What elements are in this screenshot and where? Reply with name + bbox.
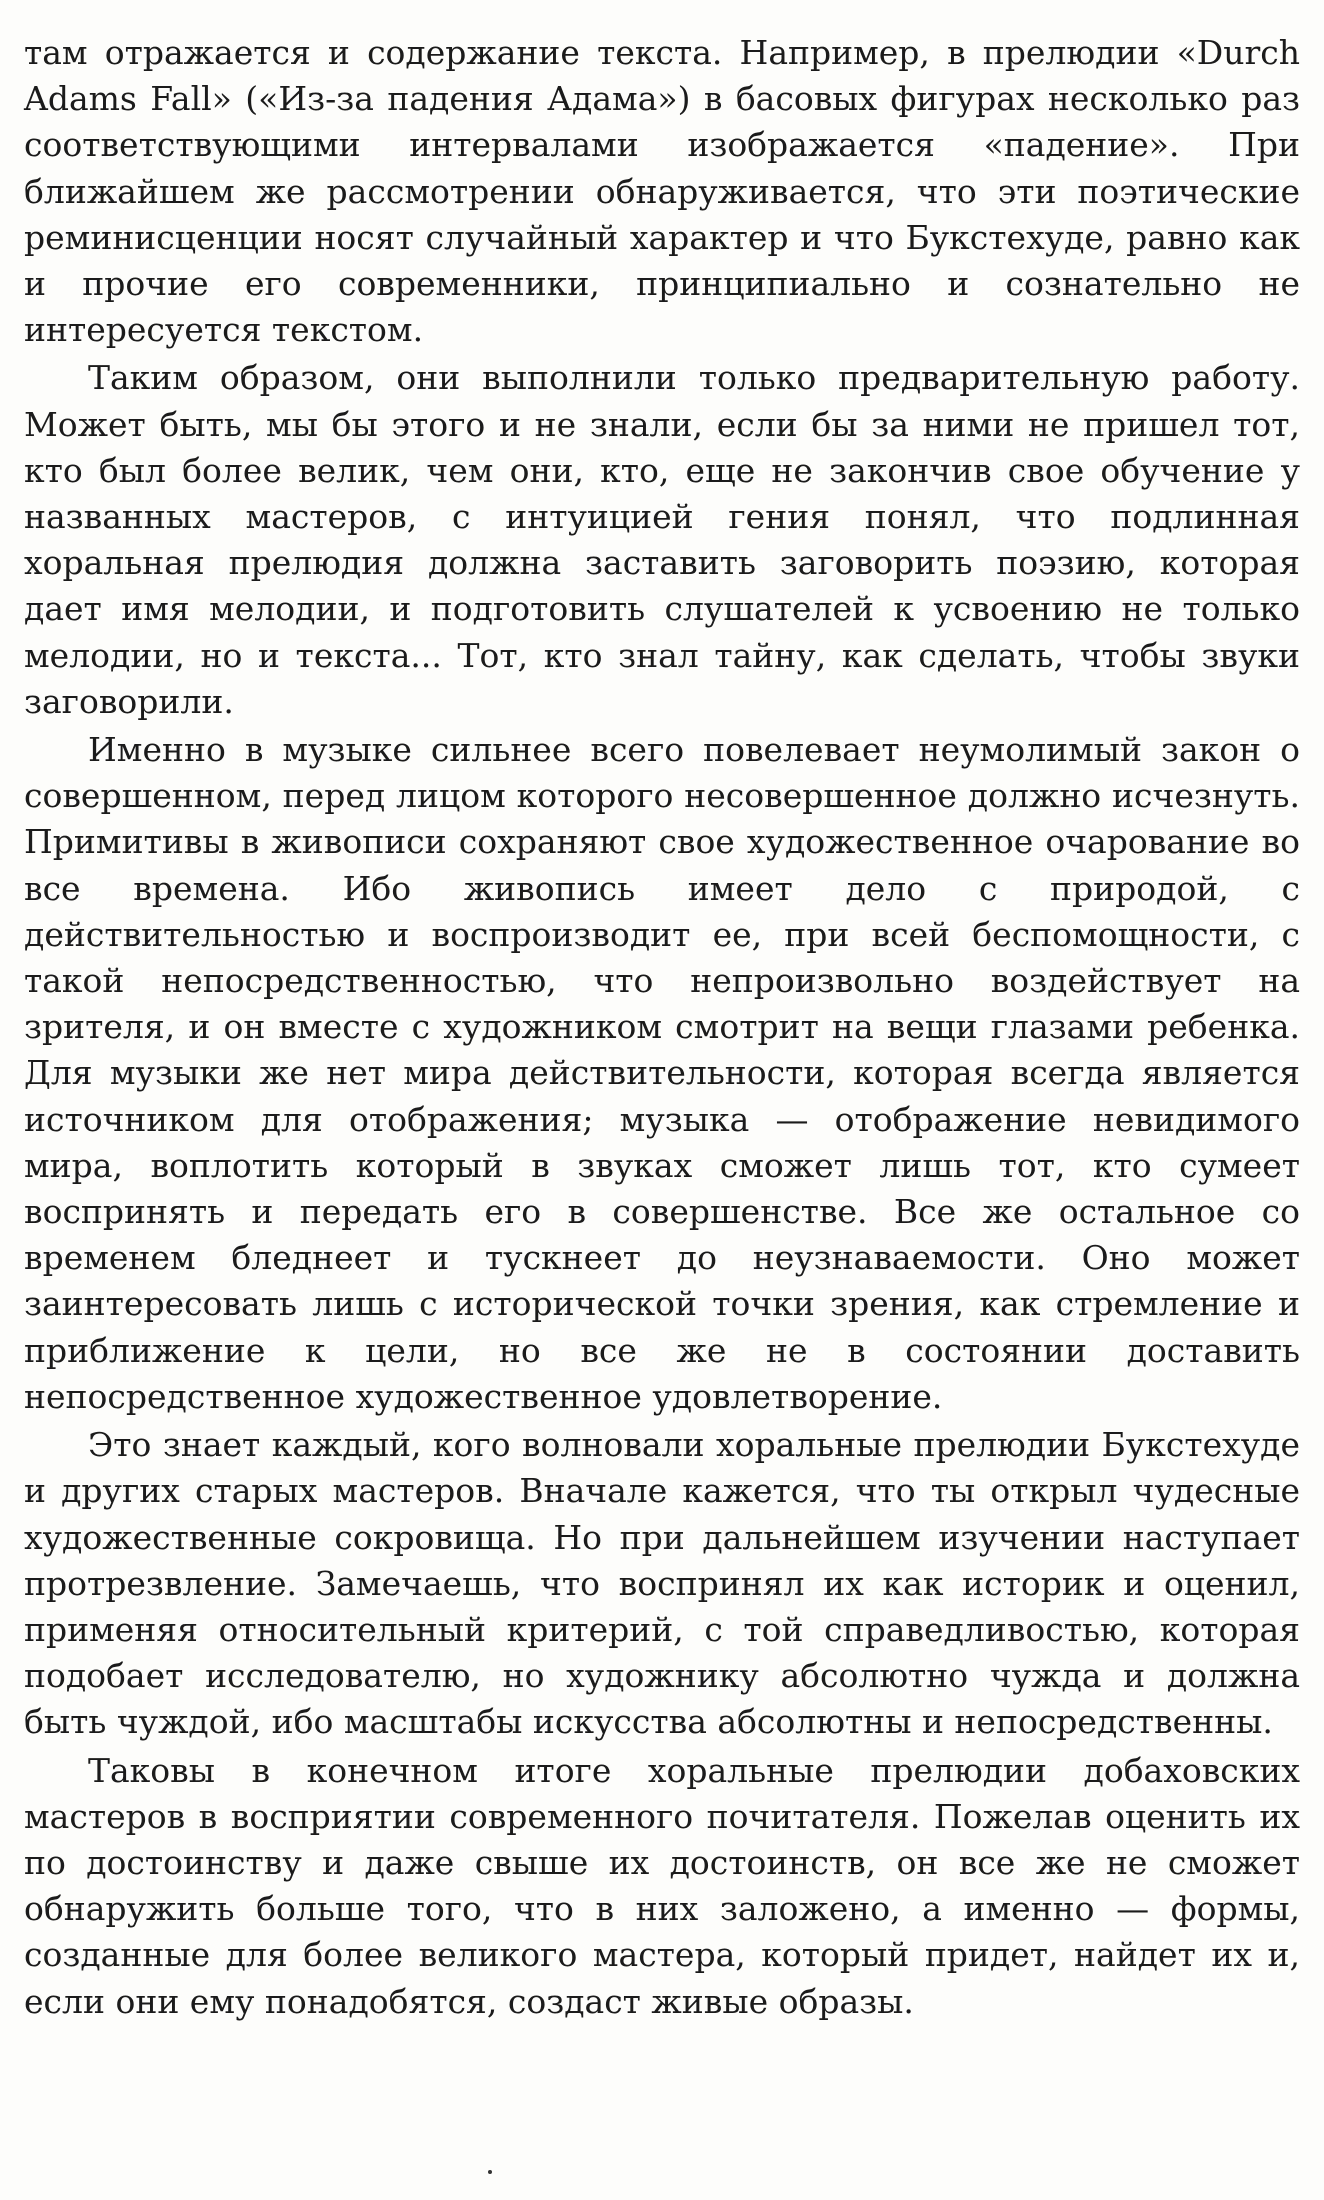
- paragraph-preliminary-work: Таким образом, они выполнили только предварительную работу. Может быть, мы бы этого и не знали, если бы за ними не пришел тот, кто был более велик, чем они, кто, еще не закончив свое обучение у названных мастеров, с интуицией гения понял, что подлинная хоральная прелюдия должна заставить заговорить поэзию, которая дает имя мелодии, и подготовить слушателей к усвоению не только мелодии, но и текста... Тот, кто знал тайну, как сделать, чтобы звуки заговорили.: [24, 358, 1300, 721]
- page-mark: [488, 2170, 492, 2174]
- paragraph-conclusion: Таковы в конечном итоге хоральные прелюдии добаховских мастеров в восприятии современного почитателя. Пожелав оценить их по достоинству и даже свыше их достоинств, он все же не сможет обнаружить больше того, что в них заложено, а именно — формы, созданные для более великого мастера, который придет, найдет их и, если они ему понадобятся, создаст живые образы.: [24, 1750, 1300, 2021]
- page-text: [24, 30, 1300, 2025]
- paragraph-buxtehude-preludes: Это знает каждый, кого волновали хоральные прелюдии Букстехуде и других старых мастеров. Вначале кажется, что ты открыл чудесные художественные сокровища. Но при дальнейшем изучении наступает протрезвление. Замечаешь, что воспринял их как историк и оценил, применяя относительный критерий, с той справедливостью, которая подобает исследователю, но художнику абсолютно чужда и должна быть чуждой, ибо масштабы искусства абсолютны и непосредственны.: [24, 1425, 1300, 1742]
- paragraph-music-perfection: Именно в музыке сильнее всего повелевает неумолимый закон о совершенном, перед лицом которого несовершенное должно исчезнуть. Примитивы в живописи сохраняют свое художественное очарование во все времена. Ибо живопись имеет дело с природой, с действительностью и воспроизводит ее, при всей беспомощности, с такой непосредственностью, что непроизвольно воздействует на зрителя, и он вместе с художником смотрит на вещи глазами ребенка. Для музыки же нет мира действительности, которая всегда является источником для отображения; музыка — отображение невидимого мира, воплотить который в звуках сможет лишь тот, кто сумеет воспринять и передать его в совершенстве. Все же остальное со временем бледнеет и тускнеет до неузнаваемости. Оно может заинтересовать лишь с исторической точки зрения, как стремление и приближение к цели, но все же не в состоянии доставить непосредственное художественное удовлетворение.: [24, 730, 1300, 1416]
- paragraph-continuation: там отражается и содержание текста. Например, в прелюдии «Durch Adams Fall» («Из-за падения Адама») в басовых фигурах несколько раз соответствующими интервалами изображается «падение». При ближайшем же рассмотрении обнаруживается, что эти поэтические реминисценции носят случайный характер и что Букстехуде, равно как и прочие его современники, принципиально и сознательно не интересуется текстом.: [24, 33, 1300, 350]
